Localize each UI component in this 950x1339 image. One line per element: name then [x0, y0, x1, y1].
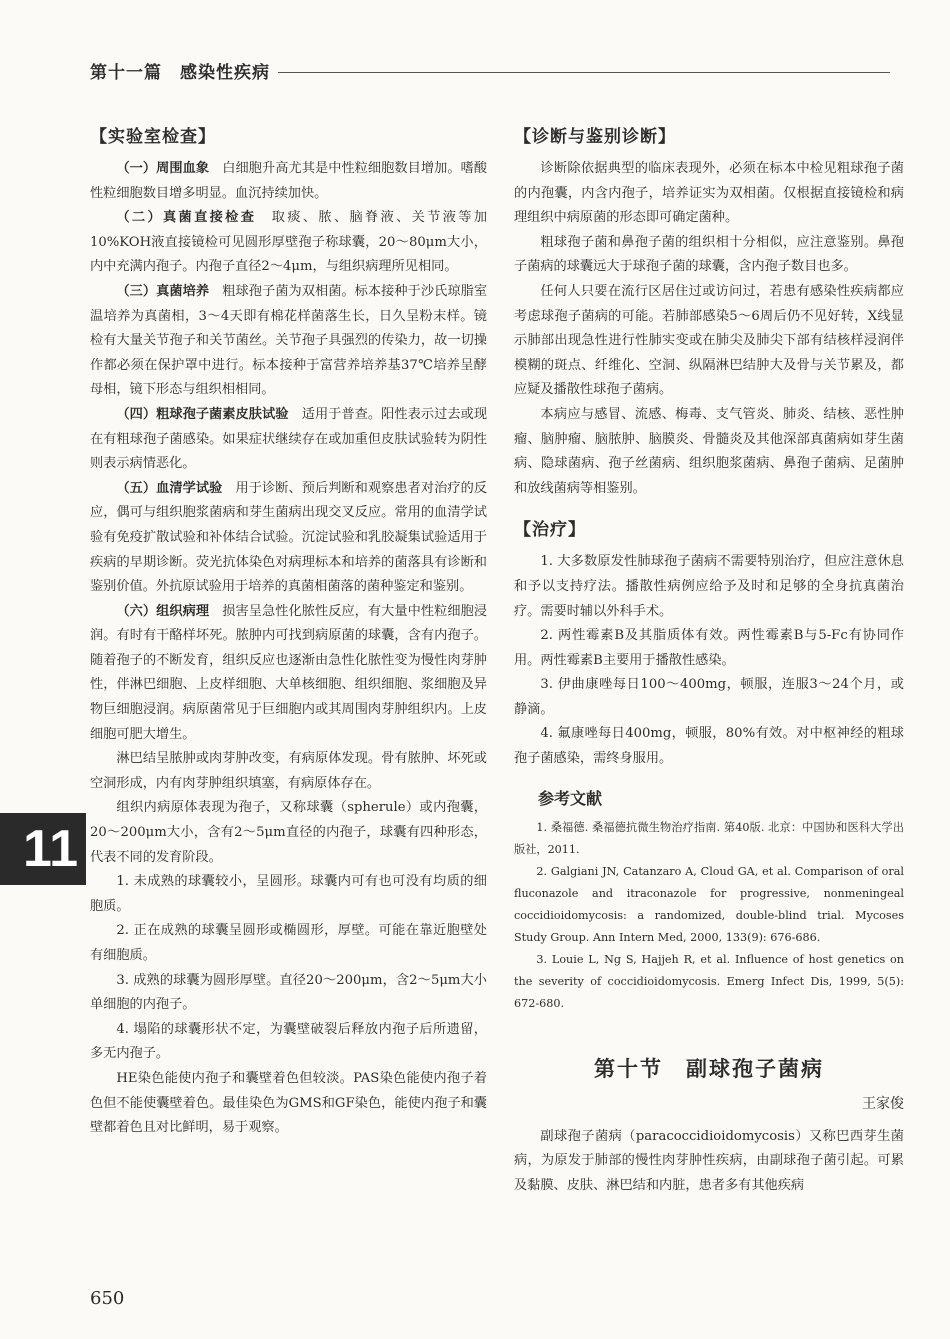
chapter-tab: 11	[0, 813, 86, 885]
treatment-paragraph: 1. 大多数原发性肺球孢子菌病不需要特别治疗，但应注意休息和予以支持疗法。播散性病例应给予及时和足够的全身抗真菌治疗。需要时辅以外科手术。	[514, 554, 904, 619]
body-paragraph: 1. 未成熟的球囊较小，呈圆形。球囊内可有也可没有均质的细胞质。	[90, 874, 487, 914]
left-column	[90, 122, 487, 1141]
lab-text: 白细胞升高尤其是中性粒细胞数目增加。嗜酸性粒细胞数目增多明显。血沉持续加快。	[90, 161, 488, 201]
lab-paragraph	[90, 280, 487, 403]
body-paragraph: 2. 正在成熟的球囊呈圆形或椭圆形，厚壁。可能在靠近胞壁处有细胞质。	[90, 923, 487, 963]
treatment-paragraph: 2. 两性霉素B及其脂质体有效。两性霉素B与5-Fc有协同作用。两性霉素B主要用于播散性感染。	[514, 628, 904, 668]
references-title: 参考文献	[538, 788, 603, 808]
diagnosis-paragraph: 粗球孢子菌和鼻孢子菌的组织相十分相似，应注意鉴别。鼻孢子菌病的球囊远大于球孢子菌的球囊，含内孢子数目也多。	[514, 234, 904, 275]
diagnosis-paragraph: 任何人只要在流行区居住过或访问过，若患有感染性疾病都应考虑球孢子菌病的可能。若肺部感染5～6周后仍不见好转，X线显示肺部出现急性进行性肺实变或在肺尖及肺尖下部有结核样浸润伴模糊的斑点、纤维化、空洞、纵隔淋巴结肿大及骨与关节累及，都应疑及播散性球孢子菌病。	[514, 283, 904, 398]
lab-label: （五）血清学试验	[116, 480, 223, 496]
running-header	[90, 58, 890, 83]
page-number: 650	[90, 1288, 125, 1309]
lab-text: 取痰、脓、脑脊液、关节液等加10%KOH液直接镜检可见圆形厚壁孢子称球囊，20～80μm大小，内中充满内孢子。内孢子直径2～4μm，与组织病理所见相同。	[90, 210, 488, 275]
lab-label: （六）组织病理	[116, 603, 210, 619]
treatment-paragraph: 3. 伊曲康唑每日100～400mg，顿服，连服3～24个月，或静滴。	[514, 677, 904, 717]
reference-item: 2. Galgiani JN, Catanzaro A, Cloud GA, et al. Comparison of oral fluconazole and itraconazole for progressive, nonmeningeal coccidioidomycosis: a randomized, double-blind trial. Mycoses Study Group. Ann Intern Med, 2000, 133(9): 676-686.	[514, 864, 904, 944]
diagnosis-paragraph: 诊断除依据典型的临床表现外，必须在标本中检见粗球孢子菌的内孢囊，内含内孢子，培养证实为双相菌。仅根据直接镜检和病理组织中病原菌的形态即可确定菌种。	[514, 161, 904, 226]
body-paragraph: 淋巴结呈脓肿或肉芽肿改变，有病原体发现。骨有脓肿、坏死或空洞形成，内有肉芽肿组织填塞，有病原体存在。	[90, 751, 487, 791]
lab-paragraph	[90, 157, 487, 206]
reference-item: 1. 桑福德. 桑福德抗微生物治疗指南. 第40版. 北京：中国协和医科大学出版社，2011.	[514, 820, 904, 856]
lab-paragraph	[90, 477, 487, 600]
body-paragraph: 4. 塌陷的球囊形状不定，为囊壁破裂后释放内孢子后所遗留，多无内孢子。	[90, 1021, 487, 1062]
lab-text: 用于诊断、预后判断和观察患者对治疗的反应，偶可与组织胞浆菌病和芽生菌病出现交叉反应。常用的血清学试验有免疫扩散试验和补体结合试验。沉淀试验和乳胶凝集试验适用于疾病的早期诊断。荧光抗体染色对病理标本和培养的菌落具有诊断和鉴别价值。外抗原试验用于培养的真菌相菌落的菌种鉴定和鉴别。	[90, 480, 488, 595]
lab-text: 粗球孢子菌为双相菌。标本接种于沙氏琼脂室温培养为真菌相，3～4天即有棉花样菌落生长，日久呈粉末样。镜检有大量关节孢子和关节菌丝。关节孢子具强烈的传染力，故一切操作都必须在保护罩中进行。标本接种于富营养培养基37℃培养呈酵母相，镜下形态与组织相相同。	[90, 283, 488, 398]
treatment-paragraph: 4. 氟康唑每日400mg，顿服，80%有效。对中枢神经的粗球孢子菌感染，需终身服用。	[514, 726, 904, 767]
right-column	[514, 122, 904, 1198]
intro-paragraph: 副球孢子菌病（paracoccidioidomycosis）又称巴西芽生菌病，为原发于肺部的慢性肉芽肿性疾病，由副球孢子菌引起。可累及黏膜、皮肤、淋巴结和内脏，患者多有其他疾病	[514, 1128, 904, 1193]
reference-item: 3. Louie L, Ng S, Hajjeh R, et al. Influence of host genetics on the severity of coccidioidomycosis. Emerg Infect Dis, 1999, 5(5): 672-680.	[514, 952, 904, 1010]
lab-label: （二）真菌直接检查	[116, 210, 257, 226]
lab-label: （三）真菌培养	[116, 283, 210, 299]
lab-text: 适用于普查。阳性表示过去或现在有粗球孢子菌感染。如果症状继续存在或加重但皮肤试验转为阴性则表示病情恶化。	[90, 406, 488, 472]
body-paragraph: 组织内病原体表现为孢子，又称球囊（spherule）或内孢囊，20～200μm大小，含有2～5μm直径的内孢子，球囊有四种形态，代表不同的发育阶段。	[90, 800, 487, 865]
lab-text: 损害呈急性化脓性反应，有大量中性粒细胞浸润。有时有干酪样坏死。脓肿内可找到病原菌的球囊，含有内孢子。随着孢子的不断发育，组织反应也逐渐由急性化脓性变为慢性肉芽肿性，伴淋巴细胞、上皮样细胞、大单核细胞、组织细胞、浆细胞及异物巨细胞浸润。病原菌常见于巨细胞内或其周围肉芽肿组织内。上皮细胞可肥大增生。	[90, 603, 488, 742]
body-paragraph: HE染色能使内孢子和囊壁着色但较淡。PAS染色能使内孢子着色但不能使囊壁着色。最佳染色为GMS和GF染色，能使内孢子和囊壁都着色且对比鲜明，易于观察。	[90, 1070, 487, 1136]
diagnosis-section-title: 【诊断与鉴别诊断】	[514, 127, 676, 147]
lab-paragraph	[90, 206, 487, 280]
lab-section-title: 【实验室检查】	[90, 127, 216, 147]
body-paragraph: 3. 成熟的球囊为圆形厚壁。直径20～200μm，含2～5μm大小单细胞的内孢子。	[90, 972, 487, 1013]
lab-label: （四）粗球孢子菌素皮肤试验	[116, 406, 289, 422]
lab-paragraph	[90, 600, 487, 748]
treatment-section-title: 【治疗】	[514, 520, 586, 541]
lab-paragraph	[90, 403, 487, 477]
part-title: 第十一篇 感染性疾病	[90, 63, 270, 83]
author-name: 王家俊	[862, 1095, 904, 1112]
header-rule	[278, 72, 890, 73]
diagnosis-paragraph: 本病应与感冒、流感、梅毒、支气管炎、肺炎、结核、恶性肿瘤、脑肿瘤、脑脓肿、脑膜炎、骨髓炎及其他深部真菌病如芽生菌病、隐球菌病、孢子丝菌病、组织胞浆菌病、鼻孢子菌病、足菌肿和放线菌病等相鉴别。	[514, 406, 904, 496]
section-heading: 第十节 副球孢子菌病	[594, 1056, 824, 1081]
lab-label: （一）周围血象	[116, 161, 210, 176]
